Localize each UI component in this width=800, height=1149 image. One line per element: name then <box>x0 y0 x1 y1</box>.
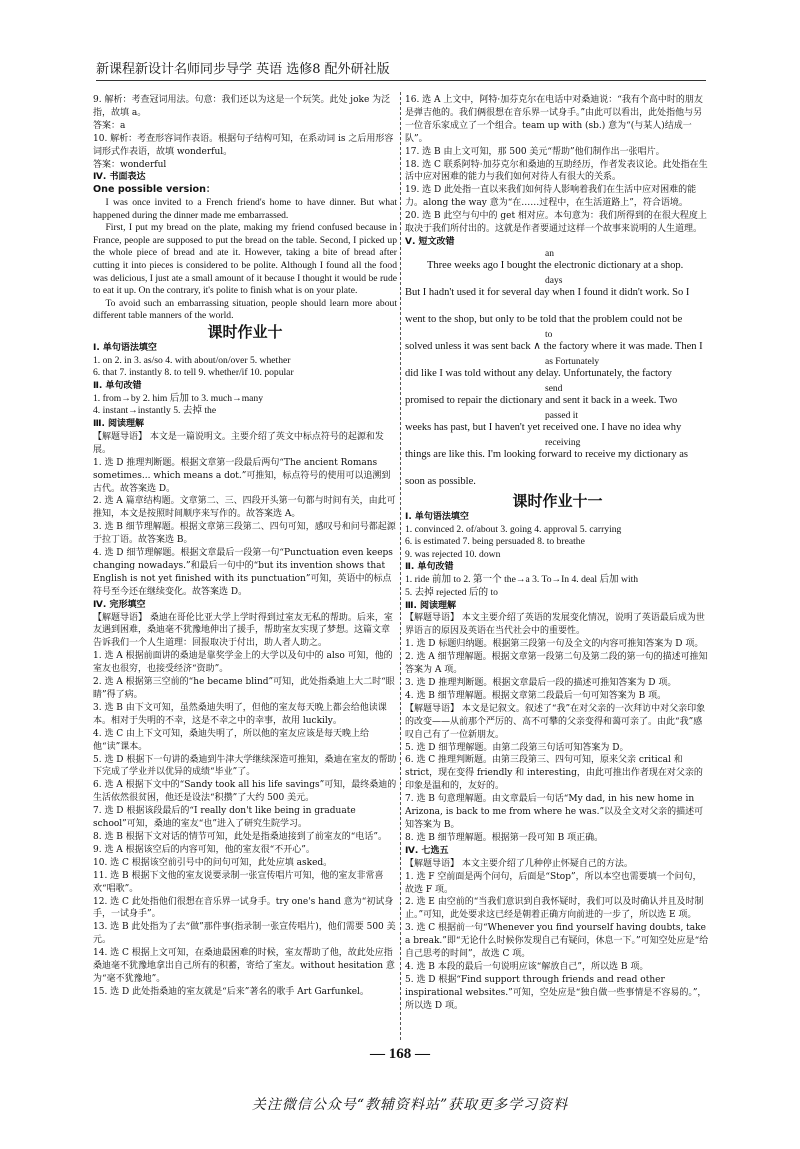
answer-line: 17. 选 B 由上文可知，那 500 美元“帮助”他们制作出一张唱片。 <box>405 146 665 157</box>
correction-row <box>405 276 710 303</box>
short-correction-heading: Ⅴ. 短文改错 <box>405 236 455 247</box>
answer-line: 10. 选 C 根据该空前引号中的问句可知，此处应填 asked。 <box>93 857 333 868</box>
left-column <box>93 94 397 1149</box>
answer-line: 答案：wonderful <box>93 159 167 170</box>
footer-note: 关注微信公众号“教辅资料站”获取更多学习资料 <box>251 1097 569 1113</box>
correction-row <box>405 384 710 411</box>
answer-line: 9. was rejected 10. down <box>405 548 501 560</box>
answer-line: 10. 解析：考查形容词作表语。根据句子结构可知，在系动词 is 之后用形容词形式作表语，故填 wonderful。 <box>93 133 394 157</box>
answer-line: 20. 选 B 此空与句中的 get 相对应。本句意为：我们所得到的在很大程度上取决于我们所付出的。这就是作者要通过这样一个故事来说明的人生道理。 <box>405 211 707 235</box>
correction-row <box>405 438 710 465</box>
answer-line: 3. 选 B 由下文可知，虽然桑迪失明了，但他的室友每天晚上都会给他读课本。相对于失明的不幸，这是不幸之中的幸事，故用 luckily。 <box>93 702 387 726</box>
answer-line: 9. 选 A 根据该空后的内容可知，他的室友很“不开心”。 <box>93 844 315 855</box>
correction-line: But I hadn't used it for several day when I found it didn't work. So I <box>405 286 690 298</box>
section-heading: Ⅰ. 单句语法填空 <box>93 342 157 353</box>
answer-line: 【解题导语】 桑迪在哥伦比亚大学上学时得到过室友无私的帮助。后来，室友遇到困难，桑迪毫不犹豫地伸出了援手，帮助室友实现了梦想。这篇文章告诉我们一个人生道理：回报取决于付出，助人者人助之。 <box>93 612 393 649</box>
answer-line: 8. 选 B 细节理解题。根据第一段可知 B 项正确。 <box>405 832 604 843</box>
hw10-answers <box>93 342 397 999</box>
correction-row <box>405 465 710 492</box>
right-column <box>405 94 710 1149</box>
section-heading: Ⅱ. 单句改错 <box>93 380 142 391</box>
correction-row <box>405 411 710 438</box>
answer-line: 6. that 7. instantly 8. to tell 9. whether/if 10. popular <box>93 367 294 379</box>
answer-line: 3. 选 B 细节理解题。根据文章第三段第二、四句可知，感叹号和问号都起源于拉丁语。故答案选 B。 <box>93 522 396 546</box>
answer-line: 3. 选 D 推理判断题。根据文章最后一段的描述可推知答案为 D 项。 <box>405 678 677 688</box>
correction-line: did like I was told without any delay. Unfortunately, the factory <box>405 367 672 379</box>
answer-line: 2. 选 A 细节理解题。根据文章第一段第二句及第二段的第一句的描述可推知答案为 A 项。 <box>405 652 708 676</box>
answer-line: 16. 选 A 上文中，阿特·加芬克尔在电话中对桑迪说：“我有个高中时的朋友是弹吉他的。我们俩很想在音乐界一试身手。”由此可以看出，此处指他与另一位音乐家成立了一个组合。team up with (sb.) 意为“(与某人)结成一队”。 <box>405 95 703 144</box>
answer-line: 2. 选 E 由空前的“当我们意识到自我怀疑时，我们可以及时确认并且及时制止。”可知，此处要求这已经是朝着正确方向前进的一步了，所以选 E 项。 <box>405 897 704 921</box>
correction-row <box>405 249 710 276</box>
answer-line: 6. 选 A 根据下文中的“Sandy took all his life savings”可知，最终桑迪的生活依然很贫困，他还是设法“积攒”了大约 500 美元。 <box>93 780 397 804</box>
correction-line: soon as possible. <box>405 475 476 487</box>
hw11-answers <box>405 511 710 1013</box>
correction-line: promised to repair the dictionary and sent it back in a week. Two <box>405 394 678 406</box>
correction-mark: send <box>545 383 563 394</box>
answer-line: 12. 选 C 此处指他们很想在音乐界一试身手。try one's hand 意为“初试身手，一试身手”。 <box>93 896 394 920</box>
answer-line: 5. 选 D 细节理解题。由第二段第三句话可知答案为 D。 <box>405 742 629 753</box>
answer-line: 答案：a <box>93 120 126 131</box>
section-heading: Ⅱ. 单句改错 <box>405 562 454 573</box>
answer-line: 1. on 2. in 3. as/so 4. with about/on/over 5. whether <box>93 354 291 366</box>
answer-line: 【解题导语】 本文是记叙文。叙述了“我”在对父亲的一次拜访中对父亲印象的改变——从前那个严厉的、高不可攀的父亲变得和蔼可亲了。由此“我”感叹自己有了一位新朋友。 <box>405 703 706 740</box>
answer-line: 18. 选 C 联系阿特·加芬克尔和桑迪的互助经历，作者发表议论。此处指在生活中应对困难的能力与我们如何对待人有很大的关系。 <box>405 159 708 183</box>
answer-line: 1. 选 A 根据前面讲的桑迪是靠奖学金上的大学以及句中的 also 可知，他的室友也很穷，也接受经济“资助”。 <box>93 651 393 675</box>
answer-line: 9. 解析：考查冠词用法。句意：我们还以为这是一个玩笑。此处 joke 为泛指，故填 a。 <box>93 95 391 118</box>
correction-mark: receiving <box>545 437 581 448</box>
correction-mark: an <box>545 248 554 259</box>
correction-line: Three weeks ago I bought the electronic dictionary at a shop. <box>427 259 684 271</box>
answer-line: 1. 选 F 空前面是两个问句，后面是“Stop”，所以本空也需要填一个问句，故选 F 项。 <box>405 871 702 895</box>
answer-line: 【解题导语】 本文主要介绍了几种停止怀疑自己的方法。 <box>405 858 633 869</box>
answer-line: 8. 选 B 根据下文对话的情节可知，此处是指桑迪接到了前室友的“电话”。 <box>93 831 387 842</box>
answer-line: 1. from→by 2. him 后加 to 3. much→many <box>93 392 264 404</box>
answer-line: 5. 选 D 根据“Find support through friends and read other inspirational websites.”可知，空处应是“独自做一些事情是不容易的。”，所以选 D 项。 <box>405 974 707 1011</box>
answer-line: 4. instant→instantly 5. 去掉 the <box>93 405 217 417</box>
answer-line: 5. 选 D 根据下一句讲的桑迪到牛津大学继续深造可推知，桑迪在室友的帮助下完成了学业并以优异的成绩“毕业”了。 <box>93 754 397 778</box>
answer-line: 1. 选 D 推理判断题。根据文章第一段最后两句“The ancient Romans sometimes... which means a dot.”可推知，标点符号的使用可以追溯到古代。故答案选 D。 <box>93 457 391 494</box>
answer-line: 2. 选 A 根据第三空前的“he became blind”可知，此处指桑迪上大二时“眼睛”得了病。 <box>93 677 395 700</box>
correction-mark: days <box>545 275 563 286</box>
correction-mark: passed it <box>545 410 578 421</box>
answer-line: 1. ride 前加 to 2. 第一个 the→a 3. To→In 4. deal 后加 with <box>405 574 639 586</box>
answer-line: 4. 选 B 本段的最后一句说明应该“解放自己”，所以选 B 项。 <box>405 961 649 972</box>
essay <box>93 197 397 323</box>
correction-row <box>405 303 710 330</box>
section-heading: Ⅲ. 阅读理解 <box>405 600 457 611</box>
section-heading: Ⅰ. 单句语法填空 <box>405 511 469 522</box>
correction-line: went to the shop, but only to be told that the problem could not be <box>405 313 683 325</box>
answer-line: 1. 选 D 标题归纳题。根据第三段第一句及全文的内容可推知答案为 D 项。 <box>405 639 704 650</box>
correction-mark: as Fortunately <box>545 356 600 367</box>
error-correction-passage <box>405 249 710 492</box>
answer-line: 4. 选 C 由上下文可知，桑迪失明了，所以他的室友应该是每天晚上给他“读”课本。 <box>93 728 370 752</box>
section-heading: Ⅳ. 完形填空 <box>93 599 146 610</box>
answer-line: 11. 选 B 根据下文他的室友说要录制一张宣传唱片可知，他的室友非常喜欢“唱歌”。 <box>93 870 384 894</box>
page-number: — 168 — <box>370 1046 430 1062</box>
column-divider <box>400 92 401 1040</box>
answer-line: 13. 选 B 此处指为了去“做”那件事(指录制一张宣传唱片)，他们需要 500 美元。 <box>93 922 396 946</box>
answer-line: 7. 选 D 根据该段最后的“I really don't like being in graduate school”可知，桑迪的室友“也”进入了研究生院学习。 <box>93 806 356 830</box>
answer-line: 7. 选 B 句意理解题。由文章最后一句话“My dad, in his new home in Arizona, is back to me from where he was.”以及全文对父亲的描述可知答案为 B。 <box>405 794 704 830</box>
answer-line: 4. 选 D 细节理解题。根据文章最后一段第一句“Punctuation even keeps changing nowadays.”和最后一句中的“but its invention shows that English is not yet finished with its punctuation”可知，英语中的标点符号至今还在继续变化。故答案选 D。 <box>93 548 393 597</box>
answer-line: 1. convinced 2. of/about 3. going 4. approval 5. carrying <box>405 523 622 535</box>
correction-mark: to <box>545 329 553 340</box>
answer-block-9-10 <box>93 94 397 171</box>
answer-line: 6. is estimated 7. being persuaded 8. to breathe <box>405 536 585 548</box>
hw10-title: 课时作业十 <box>207 322 283 341</box>
answer-line: 15. 选 D 此处指桑迪的室友就是“后来”著名的歌手 Art Garfunkel。 <box>93 986 369 997</box>
answer-line: 【解题导语】 本文是一篇说明文。主要介绍了英文中标点符号的起源和发展。 <box>93 431 384 455</box>
section-heading: Ⅲ. 阅读理解 <box>93 418 145 429</box>
hw11-title: 课时作业十一 <box>512 491 603 510</box>
header-title: 新课程新设计名师同步导学 英语 选修8 配外研社版 <box>96 62 390 77</box>
answer-line: 19. 选 D 此处指一直以来我们如何待人影响着我们在生活中应对困难的能力。along the way 意为“在……过程中，在生活道路上”，符合语境。 <box>405 185 697 209</box>
correction-line: weeks has past, but I haven't yet received one. I have no idea why <box>405 421 682 433</box>
answer-line: 4. 选 B 细节理解题。根据文章第二段最后一句可知答案为 B 项。 <box>405 690 667 701</box>
answer-line: 6. 选 C 推理判断题。由第三段第三、四句可知，原来父亲 critical 和 strict，现在变得 friendly 和 interesting，由此可推出作者现在对父亲的印象是温和的，友好的。 <box>405 755 703 792</box>
section-heading: Ⅳ. 七选五 <box>405 845 449 856</box>
correction-row <box>405 357 710 384</box>
answer-block-16-20 <box>405 94 710 236</box>
page-header <box>96 58 706 81</box>
correction-row <box>405 330 710 357</box>
answer-line: 5. 去掉 rejected 后的 to <box>405 586 498 598</box>
writing-heading: Ⅳ. 书面表达 <box>93 172 146 183</box>
essay-paragraph: To avoid such an embarrassing situation, people should learn more about different table manners of the world. <box>93 297 397 322</box>
answer-line: 3. 选 C 根据前一句“Whenever you find yourself having doubts, take a break.”即“无论什么时候你发现自己有疑问，休息一下。”可知空处应是“给自己思考的时间”，故选 C 项。 <box>405 923 709 960</box>
correction-line: things are like this. I'm looking forward to receive my dictionary as <box>405 448 688 460</box>
version-heading: One possible version： <box>93 184 216 196</box>
essay-paragraph: I was once invited to a French friend's home to have dinner. But what happened during the dinner made me embarrassed. <box>93 196 397 221</box>
answer-line: 2. 选 A 篇章结构题。文章第二、三、四段开头第一句都与时间有关，由此可推知，本文是按照时间顺序来写作的。故答案选 A。 <box>93 496 396 520</box>
answer-line: 【解题导语】 本文主要介绍了英语的发展变化情况，说明了英语最后成为世界语言的原因及英语在当代社会中的重要性。 <box>405 613 705 637</box>
essay-paragraph: First, I put my bread on the plate, making my friend confused because in France, people are supposed to put the bread on the table. Second, I picked up the whole piece of bread and ate it. However, taking a bite of bread after cutting it into pieces is considered to be polite. Although I found all the food was delicious, I just ate a small amount of it because I thought it would be rude to eat it up. On the contrary, it's polite to finish what is on your plate. <box>93 222 397 297</box>
answer-line: 14. 选 C 根据上文可知，在桑迪最困难的时候，室友帮助了他，故此处应指桑迪毫不犹豫地拿出自己所有的积蓄，寄给了室友。without hesitation 意为“毫不犹豫地”。 <box>93 948 395 984</box>
correction-line: solved unless it was sent back ∧ the factory where it was made. Then I <box>405 340 703 352</box>
